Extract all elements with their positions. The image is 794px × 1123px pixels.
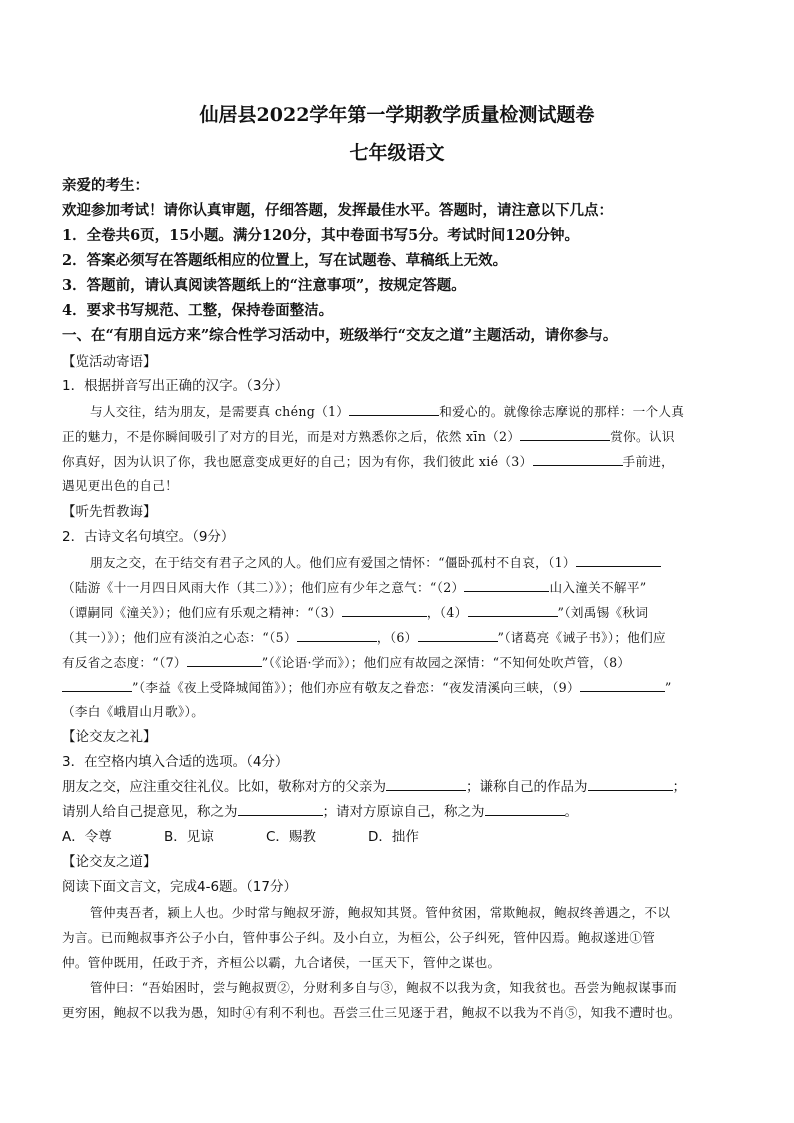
note-2: 2．答案必须写在答题纸相应的位置上，写在试题卷、草稿纸上无效。 <box>62 252 508 269</box>
option-c[interactable]: C．赐教 <box>266 829 316 845</box>
part-header-1: 【览活动寄语】 <box>62 354 157 370</box>
question-3-stem: 3．在空格内填入合适的选项。（4分） <box>62 754 289 770</box>
answer-blank-q2-6[interactable] <box>418 629 498 642</box>
answer-blank-q2-3[interactable] <box>342 604 427 617</box>
exam-title: 仙居县2022学年第一学期教学质量检测试题卷 <box>199 104 595 126</box>
answer-blank-q2-4[interactable] <box>468 604 558 617</box>
answer-blank-1[interactable] <box>349 403 439 416</box>
answer-blank-q3-2[interactable] <box>588 778 673 791</box>
passage-p1-line-1: 管仲夷吾者，颍上人也。少时常与鲍叔牙游，鲍叔知其贤。管仲贫困，常欺鲍叔，鲍叔终善遇之，不以 <box>90 905 671 920</box>
q2-line-2: （陆游《十一月四日风雨大作（其二）》）；他们应有少年之意气：“（2） 山入潼关不解平” <box>62 580 647 595</box>
exam-subject: 七年级语文 <box>349 142 445 164</box>
answer-blank-q2-7[interactable] <box>187 654 262 667</box>
q2-line-1: 朋友之交，在于结交有君子之风的人。他们应有爱国之情怀：“僵卧孤村不自哀，（1） <box>90 552 734 571</box>
answer-blank-q2-5[interactable] <box>297 629 377 642</box>
q3-options <box>62 825 734 845</box>
q2-line-6: ”（李益《夜上受降城闻笛》）；他们亦应有敬友之眷恋：“夜发清溪向三峡，（9） ” <box>62 677 734 696</box>
note-1: 1．全卷共6页，15小题。满分120分，其中卷面书写5分。考试时间120分钟。 <box>62 227 579 244</box>
passage-p2-line-1: 管仲曰：“吾始困时，尝与鲍叔贾②，分财利多自与③，鲍叔不以我为贪，知我贫也。吾尝为鲍叔谋事而 <box>90 980 677 995</box>
answer-blank-q3-3[interactable] <box>238 803 323 816</box>
q1-line-4: 遇见更出色的自己！ <box>62 478 179 493</box>
q3-line-1: 朋友之交，应注重交往礼仪。比如，敬称对方的父亲为 ；谦称自己的作品为 ； <box>62 779 686 795</box>
welcome-text: 欢迎参加考试！请你认真审题，仔细答题，发挥最佳水平。答题时，请注意以下几点： <box>62 202 613 219</box>
passage-p1-line-2: 为言。已而鲍叔事齐公子小白，管仲事公子纠。及小白立，为桓公，公子纠死，管仲囚焉。鲍叔遂进①管 <box>62 930 656 945</box>
answer-blank-q3-4[interactable] <box>485 803 565 816</box>
passage-p1-line-3: 仲。管仲既用，任政于齐，齐桓公以霸，九合诸侯，一匡天下，管仲之谋也。 <box>62 955 501 970</box>
part-header-3: 【论交友之礼】 <box>62 729 157 745</box>
note-4: 4．要求书写规范、工整，保持卷面整洁。 <box>62 302 334 319</box>
q2-line-4: （其一）》）；他们应有淡泊之心态：“（5） ，（6） ”（诸葛亮《诫子书》）；他们应 <box>62 630 666 645</box>
answer-blank-q2-8[interactable] <box>62 679 132 692</box>
greeting: 亲爱的考生： <box>62 177 149 194</box>
q3-line-2: 请别人给自己提意见，称之为 ；请对方原谅自己，称之为 。 <box>62 804 578 820</box>
note-3: 3．答题前，请认真阅读答题纸上的“注意事项”，按规定答题。 <box>62 277 466 294</box>
q2-line-5: 有反省之态度：“（7） ”（《论语·学而》）；他们应有故园之深情：“不知何处吹芦管，（8） <box>62 655 631 670</box>
option-d[interactable]: D．拙作 <box>368 829 419 845</box>
q1-line-2: 正的魅力，不是你瞬间吸引了对方的目光，而是对方熟悉你之后，依然 xīn（2） 赏你。认识 <box>62 429 675 444</box>
q1-line-3: 你真好，因为认识了你，我也愿意变成更好的自己；因为有你，我们彼此 xié（3） 手前进， <box>62 454 675 469</box>
part-header-2: 【听先哲教诲】 <box>62 504 157 520</box>
answer-blank-2[interactable] <box>520 428 610 441</box>
question-2-stem: 2．古诗文名句填空。（9分） <box>62 529 235 545</box>
part-header-4: 【论交友之道】 <box>62 854 157 870</box>
answer-blank-q2-2[interactable] <box>464 579 549 592</box>
q1-line-1: 与人交往，结为朋友，是需要真 chéng（1） 和爱心的。就像徐志摩说的那样：一个人真 <box>90 404 685 419</box>
option-a[interactable]: A．令尊 <box>62 829 112 845</box>
answer-blank-q2-9[interactable] <box>580 679 665 692</box>
reading-stem: 阅读下面文言文，完成4-6题。（17分） <box>62 879 297 895</box>
question-1-stem: 1．根据拼音写出正确的汉字。（3分） <box>62 378 289 394</box>
option-b[interactable]: B．见谅 <box>164 829 214 845</box>
section-heading: 一、在“有朋自远方来”综合性学习活动中，班级举行“交友之道”主题活动，请你参与。 <box>62 327 618 344</box>
answer-blank-q2-1[interactable] <box>576 554 661 567</box>
answer-blank-q3-1[interactable] <box>386 778 466 791</box>
q2-line-3: （谭嗣同《潼关》）；他们应有乐观之精神：“（3） ，（4） ”（刘禹锡《秋词 <box>62 605 649 620</box>
passage-p2-line-2: 更穷困，鲍叔不以我为愚，知时④有利不利也。吾尝三仕三见逐于君，鲍叔不以我为不肖⑤，知我不遭时也。 <box>62 1005 681 1020</box>
q2-line-7: （李白《峨眉山月歌》）。 <box>62 704 205 719</box>
answer-blank-3[interactable] <box>533 453 623 466</box>
